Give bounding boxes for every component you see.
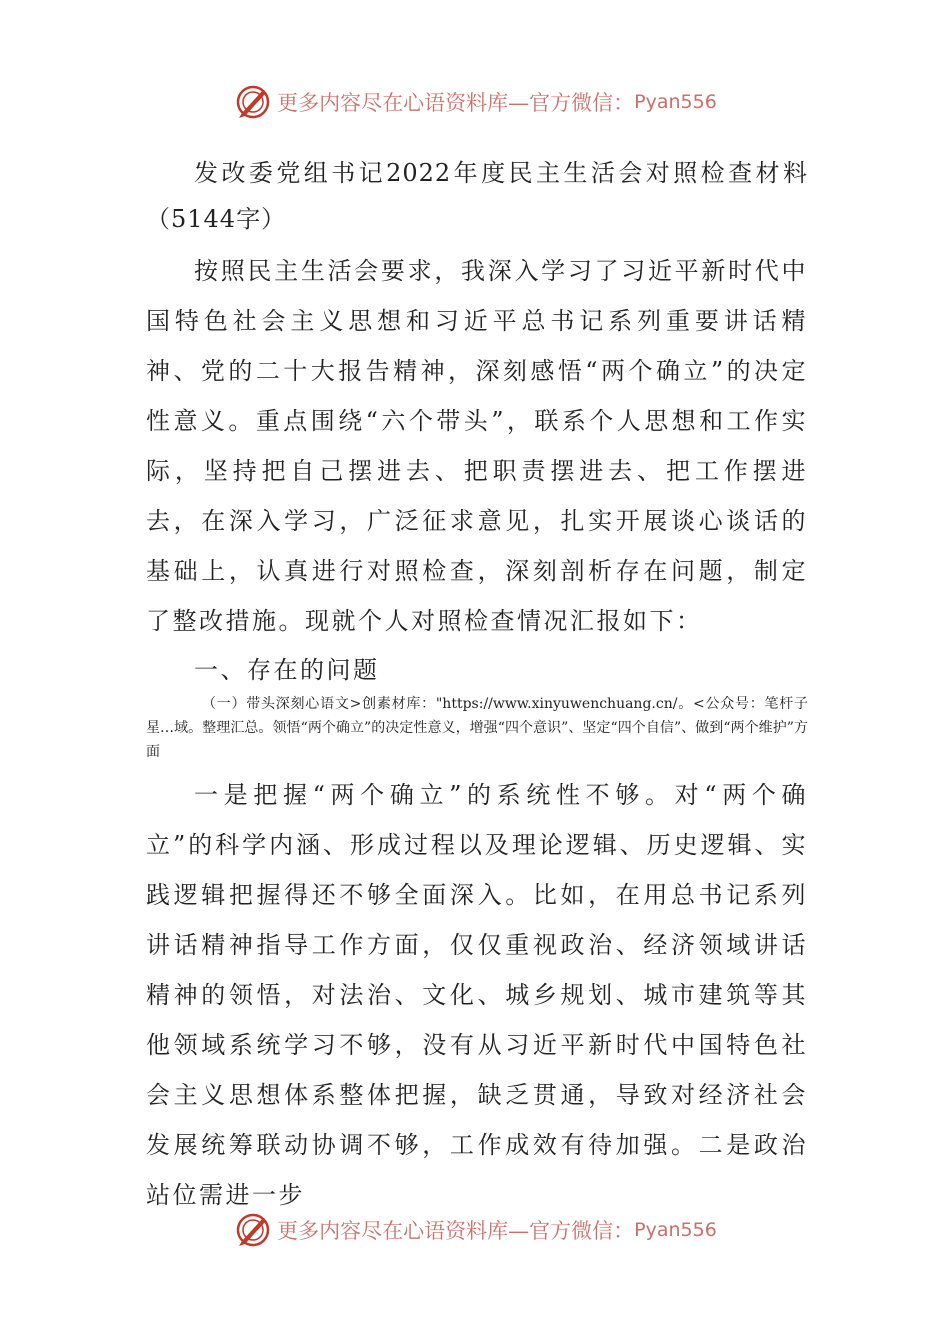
section-heading: 一、存在的问题 [194, 656, 380, 684]
banner-text: 更多内容尽在心语资料库—官方微信： [277, 1219, 635, 1243]
subsection-heading: （一）带头深刻心语文>创素材库："https://www.xinyuwenchuang.cn/。<公众号：笔杆子星…域。整理汇总。领悟“两个确立”的决定性意义，增强“四个意识”、坚定“四个自信”、做到“两个维护”方面 [146, 696, 808, 760]
banner-wechat-id: Pyan556 [634, 1219, 717, 1241]
footer-banner [0, 1210, 950, 1250]
pen-logo-icon [233, 1210, 273, 1250]
intro-paragraph: 按照民主生活会要求，我深入学习了习近平新时代中国特色社会主义思想和习近平总书记系列重要讲话精神、党的二十大报告精神，深刻感悟“两个确立”的决定性意义。重点围绕“六个带头”，联系个人思想和工作实际，坚持把自己摆进去、把职责摆进去、把工作摆进去，在深入学习，广泛征求意见，扎实开展谈心谈话的基础上，认真进行对照检查，深刻剖析存在问题，制定了整改措施。现就个人对照检查情况汇报如下： [146, 257, 808, 635]
banner-wechat-id: Pyan556 [634, 91, 717, 113]
body-paragraph: 一是把握“两个确立”的系统性不够。对“两个确立”的科学内涵、形成过程以及理论逻辑、历史逻辑、实践逻辑把握得还不够全面深入。比如，在用总书记系列讲话精神指导工作方面，仅仅重视政治、经济领域讲话精神的领悟，对法治、文化、城乡规划、城市建筑等其他领域系统学习不够，没有从习近平新时代中国特色社会主义思想体系整体把握，缺乏贯通，导致对经济社会发展统筹联动协调不够，工作成效有待加强。二是政治站位需进一步 [146, 781, 808, 1209]
pen-logo-icon [233, 82, 273, 122]
document-title: 发改委党组书记2022年度民主生活会对照检查材料（5144字） [146, 159, 808, 233]
document-body [146, 150, 808, 1220]
header-banner [0, 82, 950, 122]
banner-text: 更多内容尽在心语资料库—官方微信： [277, 91, 635, 115]
